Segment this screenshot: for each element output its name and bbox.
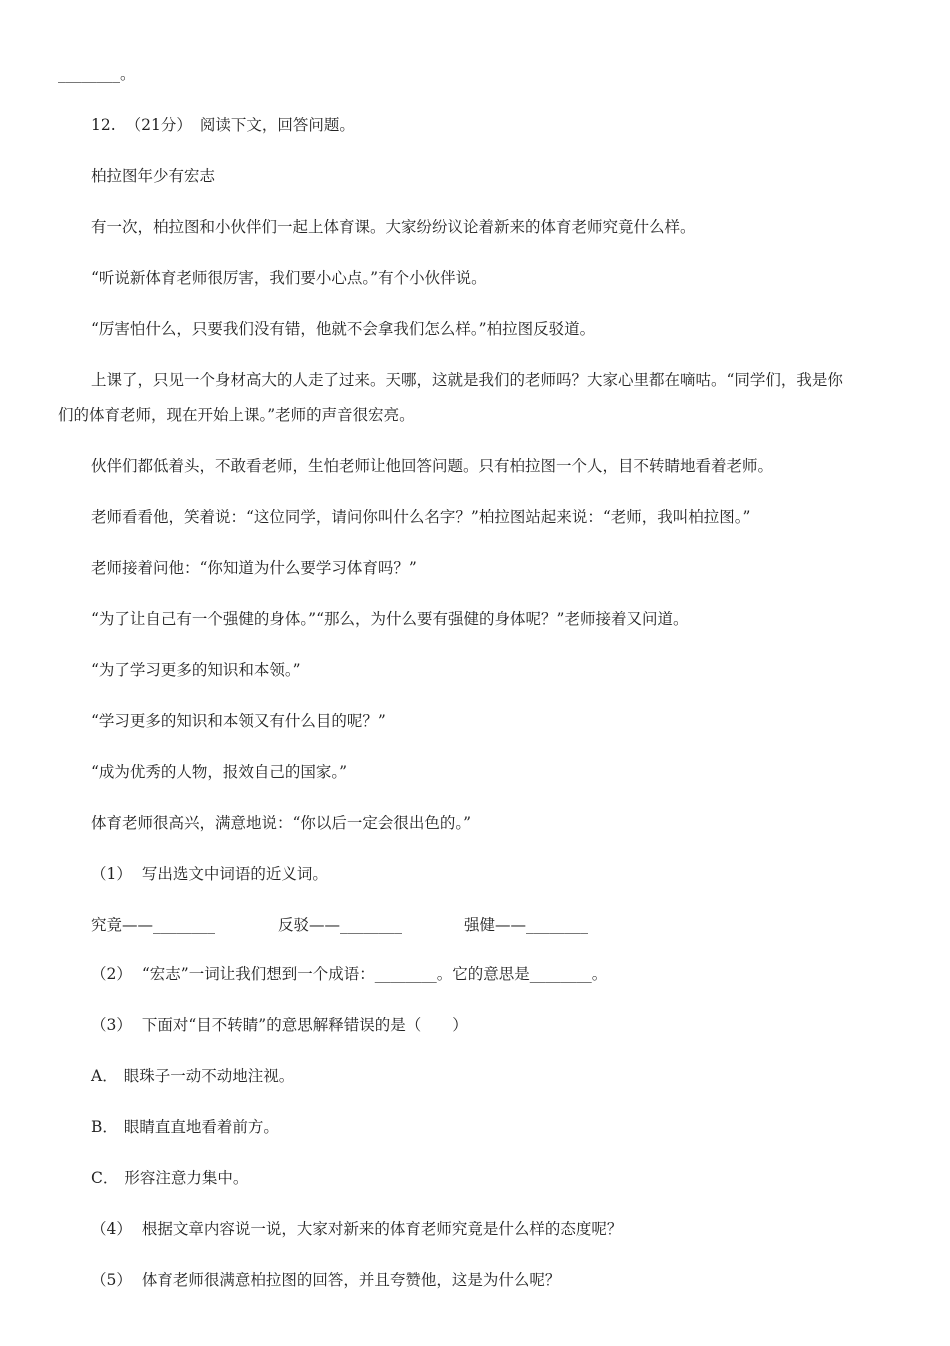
sub-question-3 (91, 1015, 468, 1035)
sub-question-number: （2） (91, 965, 132, 983)
passage-paragraph: “学习更多的知识和本领又有什么目的呢？” (91, 712, 386, 730)
synonym-word: 究竟—— (91, 916, 154, 934)
synonym-item (464, 915, 588, 935)
option-label: A． (91, 1067, 118, 1085)
sub-question-text: 体育老师很满意柏拉图的回答，并且夸赞他，这是为什么呢？ (141, 1271, 561, 1289)
passage-paragraph: 体育老师很高兴，满意地说：“你以后一定会很出色的。” (91, 814, 472, 832)
sub-question-number: （1） (91, 865, 132, 883)
answer-blank[interactable]: ________ (153, 916, 216, 934)
question-score: （21分） (125, 116, 192, 134)
passage-paragraph: 伙伴们都低着头，不敢看老师，生怕老师让他回答问题。只有柏拉图一个人，目不转睛地看着老师。 (91, 457, 774, 475)
sub-question-text: 写出选文中词语的近义词。 (141, 865, 328, 883)
passage-paragraph: 老师看看他，笑着说：“这位同学，请问你叫什么名字？”柏拉图站起来说：“老师，我叫柏拉图。” (91, 508, 751, 526)
choice-option-b[interactable] (91, 1117, 279, 1137)
passage-paragraph: “听说新体育老师很厉害，我们要小心点。”有个小伙伴说。 (91, 269, 487, 287)
sub-question-1 (91, 864, 328, 884)
option-label: B． (91, 1118, 118, 1136)
passage-paragraph-continued: 们的体育老师，现在开始上课。”老师的声音很宏亮。 (58, 406, 415, 424)
sub-question-text: “宏志”一词让我们想到一个成语：________。它的意思是________。 (141, 965, 608, 983)
option-text: 形容注意力集中。 (124, 1169, 249, 1187)
passage-paragraph: “成为优秀的人物，报效自己的国家。” (91, 763, 348, 781)
sub-question-number: （3） (91, 1016, 132, 1034)
sub-question-2 (91, 964, 607, 984)
sub-question-number: （4） (91, 1220, 132, 1238)
option-text: 眼珠子一动不动地注视。 (123, 1067, 295, 1085)
passage-paragraph: “为了让自己有一个强健的身体。”“那么，为什么要有强健的身体呢？”老师接着又问道。 (91, 610, 689, 628)
sub-question-4 (91, 1219, 622, 1239)
sub-question-text: 根据文章内容说一说，大家对新来的体育老师究竟是什么样的态度呢？ (141, 1220, 623, 1238)
choice-option-a[interactable] (91, 1066, 294, 1086)
passage-paragraph: “为了学习更多的知识和本领。” (91, 661, 301, 679)
passage-title: 柏拉图年少有宏志 (91, 167, 216, 185)
passage-paragraph: 有一次，柏拉图和小伙伴们一起上体育课。大家纷纷议论着新来的体育老师究竟什么样。 (91, 218, 696, 236)
sub-question-number: （5） (91, 1271, 132, 1289)
question-instruction: 阅读下文，回答问题。 (199, 116, 355, 134)
option-text: 眼睛直直地看着前方。 (123, 1118, 279, 1136)
synonym-item (91, 915, 215, 935)
sub-question-5 (91, 1270, 560, 1290)
passage-paragraph: “厉害怕什么，只要我们没有错，他就不会拿我们怎么样。”柏拉图反驳道。 (91, 320, 596, 338)
synonym-word: 反驳—— (278, 916, 341, 934)
passage-paragraph: 老师接着问他：“你知道为什么要学习体育吗？” (91, 559, 417, 577)
synonym-item (278, 915, 402, 935)
option-label: C． (91, 1169, 119, 1187)
previous-answer-blank: ________。 (58, 65, 136, 83)
passage-paragraph: 上课了，只见一个身材高大的人走了过来。天哪，这就是我们的老师吗？大家心里都在嘀咕。“同学们，我是你 (91, 371, 843, 389)
answer-blank[interactable]: ________ (340, 916, 403, 934)
question-number: 12. (91, 116, 116, 134)
synonym-word: 强健—— (464, 916, 527, 934)
answer-blank[interactable]: ________ (526, 916, 589, 934)
choice-option-c[interactable] (91, 1168, 248, 1188)
sub-question-text: 下面对“目不转睛”的意思解释错误的是（ ） (141, 1016, 468, 1034)
question-header (91, 115, 355, 135)
